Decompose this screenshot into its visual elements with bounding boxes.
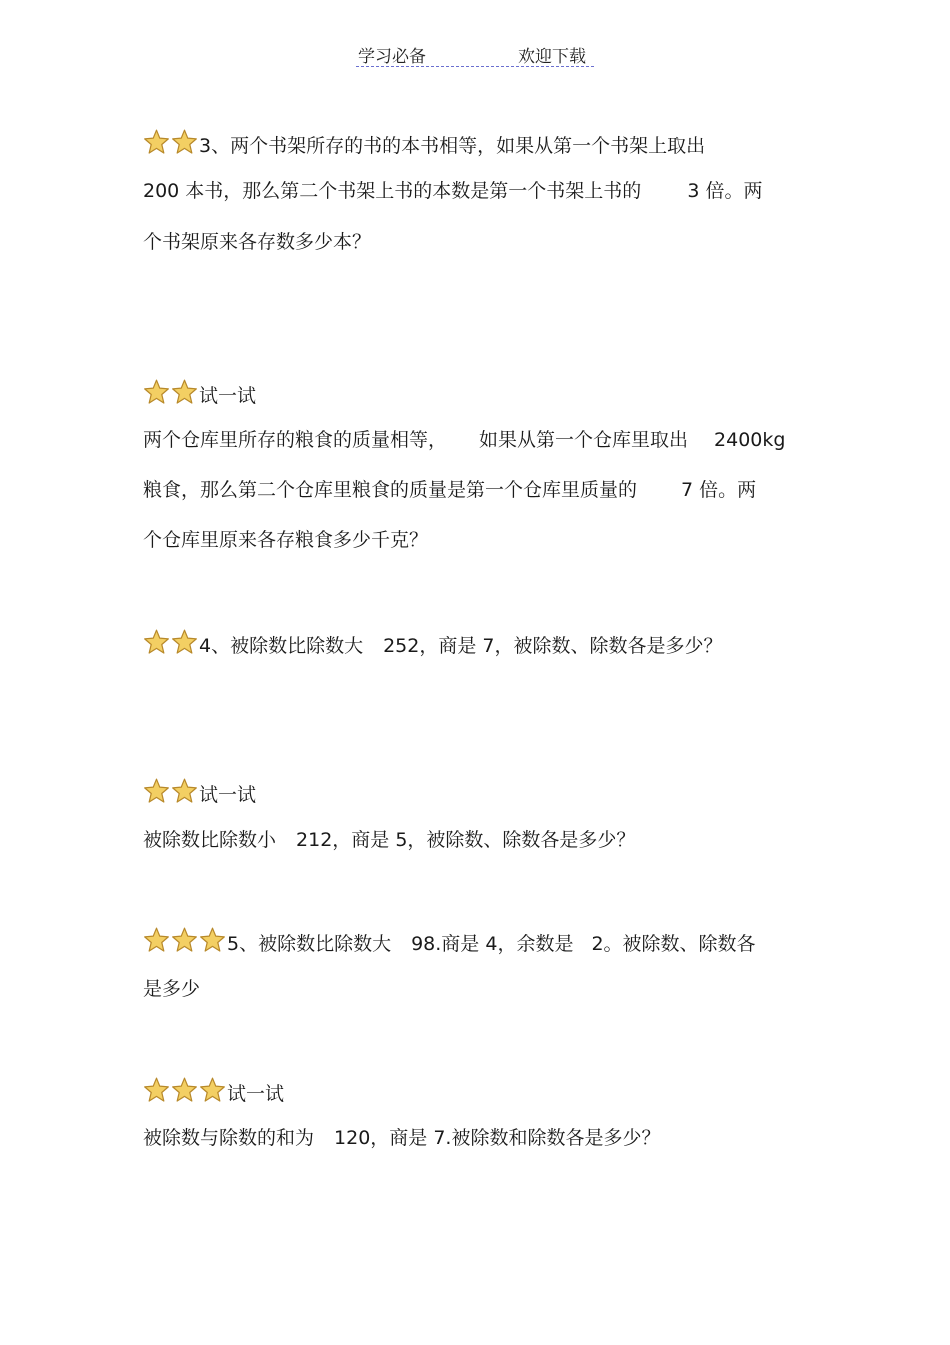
difficulty-stars (143, 378, 199, 406)
text-line (143, 128, 705, 158)
header-right-text: 欢迎下载 (518, 47, 586, 67)
text-segment: 被除数比除数小 (143, 829, 277, 851)
star-icon (143, 777, 170, 805)
text-segment: 5、被除数比除数大 (227, 933, 392, 955)
star-icon (171, 128, 198, 156)
star-icon (143, 628, 170, 656)
text-segment: 个书架原来各存数多少本？ (143, 231, 372, 253)
star-icon (171, 378, 198, 406)
text-line (143, 1076, 284, 1106)
text-segment: 如果从第一个仓库里取出 (479, 429, 689, 451)
text-line (143, 525, 428, 555)
text-segment: 2。被除数、除数各 (591, 933, 756, 955)
text-segment: 试一试 (199, 784, 257, 806)
text-line (143, 825, 635, 855)
text-line (143, 1123, 660, 1153)
text-segment: 粮食，那么第二个仓库里粮食的质量是第一个仓库里质量的 (143, 479, 638, 501)
text-segment: 2400kg (714, 429, 786, 451)
difficulty-stars (143, 777, 199, 805)
text-segment: 200 本书，那么第二个书架上书的本数是第一个书架上书的 (143, 180, 642, 202)
text-line (143, 475, 756, 505)
text-segment: 被除数与除数的和为 (143, 1127, 315, 1149)
star-icon (143, 926, 170, 954)
text-line (143, 227, 371, 257)
star-icon (143, 1076, 170, 1104)
star-icon (143, 128, 170, 156)
star-icon (171, 926, 198, 954)
text-segment: 个仓库里原来各存粮食多少千克？ (143, 529, 429, 551)
text-line (143, 974, 200, 1004)
difficulty-stars (143, 926, 227, 954)
page-header (356, 40, 594, 67)
text-segment: 212，商是 5，被除数、除数各是多少？ (296, 829, 636, 851)
star-icon (199, 926, 226, 954)
text-line (143, 378, 256, 408)
star-icon (171, 777, 198, 805)
text-segment: 4、被除数比除数大 (199, 635, 364, 657)
difficulty-stars (143, 128, 199, 156)
star-icon (171, 1076, 198, 1104)
header-left-text: 学习必备 (358, 47, 426, 67)
text-line (143, 777, 256, 807)
difficulty-stars (143, 1076, 227, 1104)
difficulty-stars (143, 628, 199, 656)
text-line (143, 926, 756, 956)
text-line (143, 628, 723, 658)
text-segment: 试一试 (227, 1083, 285, 1105)
star-icon (171, 628, 198, 656)
text-line (143, 425, 785, 455)
text-segment: 7 倍。两 (681, 479, 757, 501)
text-line (143, 176, 762, 206)
text-segment: 120，商是 7.被除数和除数各是多少？ (334, 1127, 661, 1149)
text-segment: 98.商是 4，余数是 (411, 933, 574, 955)
star-icon (199, 1076, 226, 1104)
text-segment: 试一试 (199, 385, 257, 407)
text-segment: 3 倍。两 (687, 180, 763, 202)
text-segment: 是多少 (143, 978, 201, 1000)
text-segment: 3、两个书架所存的书的本书相等，如果从第一个书架上取出 (199, 135, 706, 157)
text-segment: 两个仓库里所存的粮食的质量相等， (143, 429, 448, 451)
text-segment: 252，商是 7，被除数、除数各是多少？ (383, 635, 723, 657)
star-icon (143, 378, 170, 406)
